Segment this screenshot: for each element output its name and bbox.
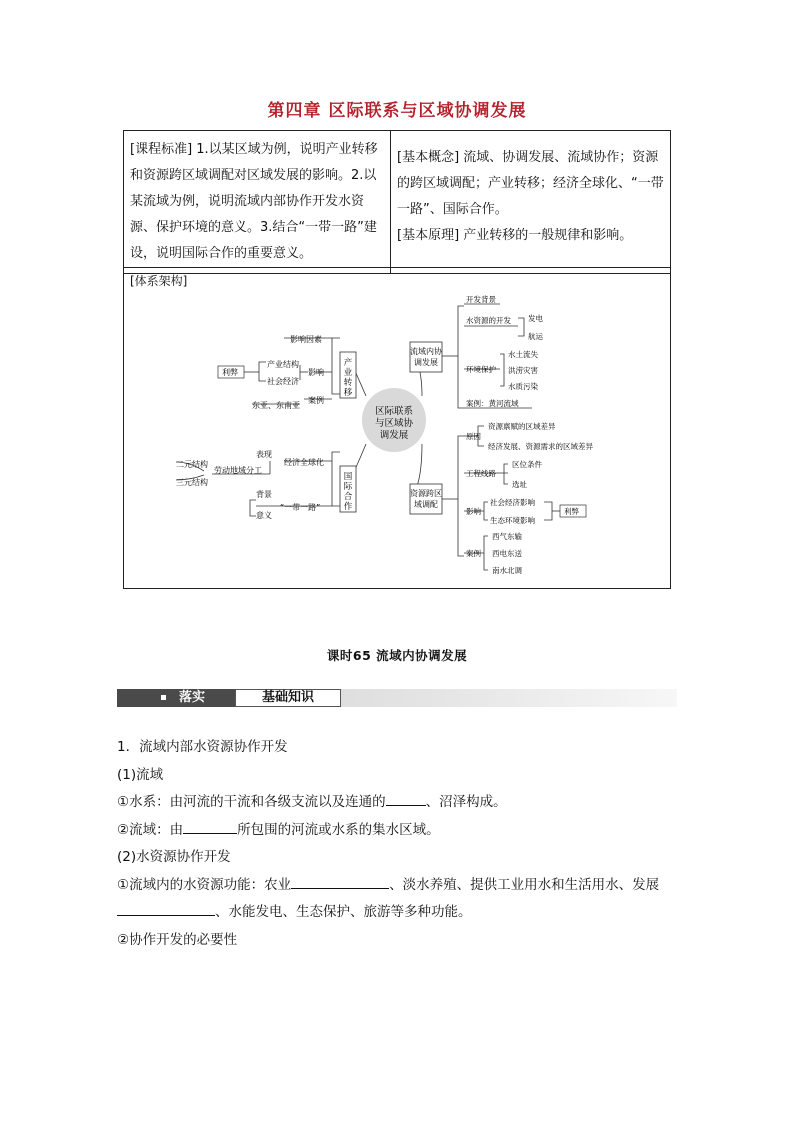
- chapter-title: 第四章 区际联系与区域协调发展: [267, 101, 527, 121]
- industry-case-value: 东亚、东南亚: [252, 401, 300, 410]
- curriculum-standards-cell: [课程标准] 1.以某区域为例，说明产业转移和资源跨区域调配对区域发展的影响。2.以某流域为例，说明流域内部协作开发水资源、保护环境的意义。3.结合“一带一路”建设，说明国际合作的重要意义。: [124, 131, 391, 274]
- basic-concepts-cell: [391, 131, 671, 274]
- basin-case: 案例：黄河流域: [466, 399, 519, 408]
- transfer-node-line-2: 域调配: [414, 500, 438, 509]
- intl-background: 背景: [256, 490, 272, 499]
- transfer-case: 案例: [466, 549, 481, 558]
- section-dark-label: 落实: [179, 690, 206, 705]
- intl-dual-structure-1: 二元结构: [176, 460, 208, 469]
- item-basin: ②流域：由 所包围的河流或水系的集水区域。: [117, 817, 687, 845]
- bracket-industry: [332, 338, 340, 394]
- intl-labor-division: 劳动地域分工: [214, 466, 262, 475]
- transfer-reason-1: 资源禀赋的区域差异: [488, 422, 556, 431]
- section-light-label: 基础知识: [235, 689, 341, 707]
- intl-significance: 意义: [256, 511, 272, 520]
- industry-node: 产业转移: [343, 358, 353, 398]
- fill-blank[interactable]: [291, 874, 389, 889]
- intl-node: 国际合作: [343, 472, 353, 512]
- heading-1: 1．流域内部水资源协作开发: [117, 739, 288, 755]
- basin-water-dev: 水资源的开发: [466, 316, 511, 325]
- center-line-3: 调发展: [379, 430, 409, 441]
- basic-principles-text: [基本原理] 产业转移的一般规律和影响。: [397, 228, 633, 243]
- transfer-node-line-1: 资源跨区: [410, 489, 442, 498]
- square-bullet-icon: [161, 695, 166, 700]
- basin-power: 发电: [528, 314, 543, 323]
- basin-dev-background: 开发背景: [466, 295, 496, 304]
- item-water-function: ①流域内的水资源功能：农业 、淡水养殖、提供工业用水和生活用水、发展: [117, 872, 687, 900]
- transfer-influence: 影响: [466, 507, 481, 516]
- industry-influence: 影响: [308, 368, 324, 377]
- transfer-route: 工程线路: [466, 469, 496, 478]
- heading-1-1: (1)流域: [117, 766, 164, 783]
- transfer-location: 区位条件: [512, 460, 542, 469]
- transfer-case-2: 西电东送: [492, 549, 522, 558]
- industry-social-economy: 社会经济: [267, 377, 299, 386]
- transfer-reason-2: 经济发展、资源需求的区域差异: [488, 442, 593, 451]
- body-text: [117, 734, 687, 954]
- industry-structure: 产业结构: [267, 360, 299, 369]
- basin-node-line-2: 调发展: [414, 358, 438, 367]
- fill-blank[interactable]: [386, 791, 426, 806]
- transfer-case-3: 南水北调: [492, 566, 522, 575]
- industry-influence-factors: 影响因素: [290, 335, 322, 344]
- concept-map-box: [123, 267, 671, 589]
- bracket-basin: [458, 306, 464, 408]
- basin-env-protect: 环境保护: [466, 365, 496, 374]
- fill-blank[interactable]: [117, 901, 215, 916]
- intl-globalization: 经济全球化: [284, 458, 324, 467]
- basin-shipping: 航运: [528, 332, 543, 341]
- industry-pros-cons: 利弊: [222, 368, 238, 377]
- intl-manifestation: 表现: [256, 450, 272, 459]
- curriculum-standards-table: [123, 130, 671, 274]
- intl-belt-road: “一带一路”: [280, 503, 321, 512]
- basin-node-line-1: 流域内协: [410, 347, 442, 356]
- basin-flood: 洪涝灾害: [508, 366, 538, 375]
- transfer-reason: 原因: [466, 432, 481, 441]
- concept-map-label: [体系架构]: [130, 274, 188, 288]
- transfer-select: 选址: [512, 480, 527, 489]
- basic-concepts-text: [基本概念] 流域、协调发展、流域协作；资源的跨区域调配；产业转移；经济全球化、“一带一路”、国际合作。: [397, 150, 664, 217]
- item-water-function-cont: 、水能发电、生态保护、旅游等多种功能。: [117, 899, 687, 927]
- bracket-intl: [332, 452, 340, 506]
- section-bar-dark: [117, 689, 235, 707]
- intl-dual-structure-2: 三元结构: [176, 478, 208, 487]
- section-bar: [117, 689, 677, 707]
- item-water-system: ①水系：由河流的干流和各级支流以及连通的 、沼泽构成。: [117, 789, 687, 817]
- center-line-2: 与区域协: [374, 418, 414, 429]
- concept-map-diagram: [124, 268, 672, 590]
- transfer-eco-env: 生态环境影响: [490, 516, 535, 525]
- fill-blank[interactable]: [183, 819, 237, 834]
- lesson-title: 课时65 流域内协调发展: [326, 648, 468, 663]
- basin-water-pollution: 水质污染: [508, 382, 538, 391]
- transfer-case-1: 西气东输: [492, 532, 522, 541]
- basin-soil-erosion: 水土流失: [508, 350, 538, 359]
- transfer-socio-econ: 社会经济影响: [490, 498, 535, 507]
- industry-case: 案例: [308, 396, 324, 405]
- center-line-1: 区际联系: [374, 406, 414, 417]
- transfer-pros-cons: 利弊: [564, 507, 579, 516]
- bracket-transfer: [458, 436, 464, 556]
- item-necessity: ②协作开发的必要性: [117, 931, 238, 948]
- heading-1-2: (2)水资源协作开发: [117, 849, 231, 865]
